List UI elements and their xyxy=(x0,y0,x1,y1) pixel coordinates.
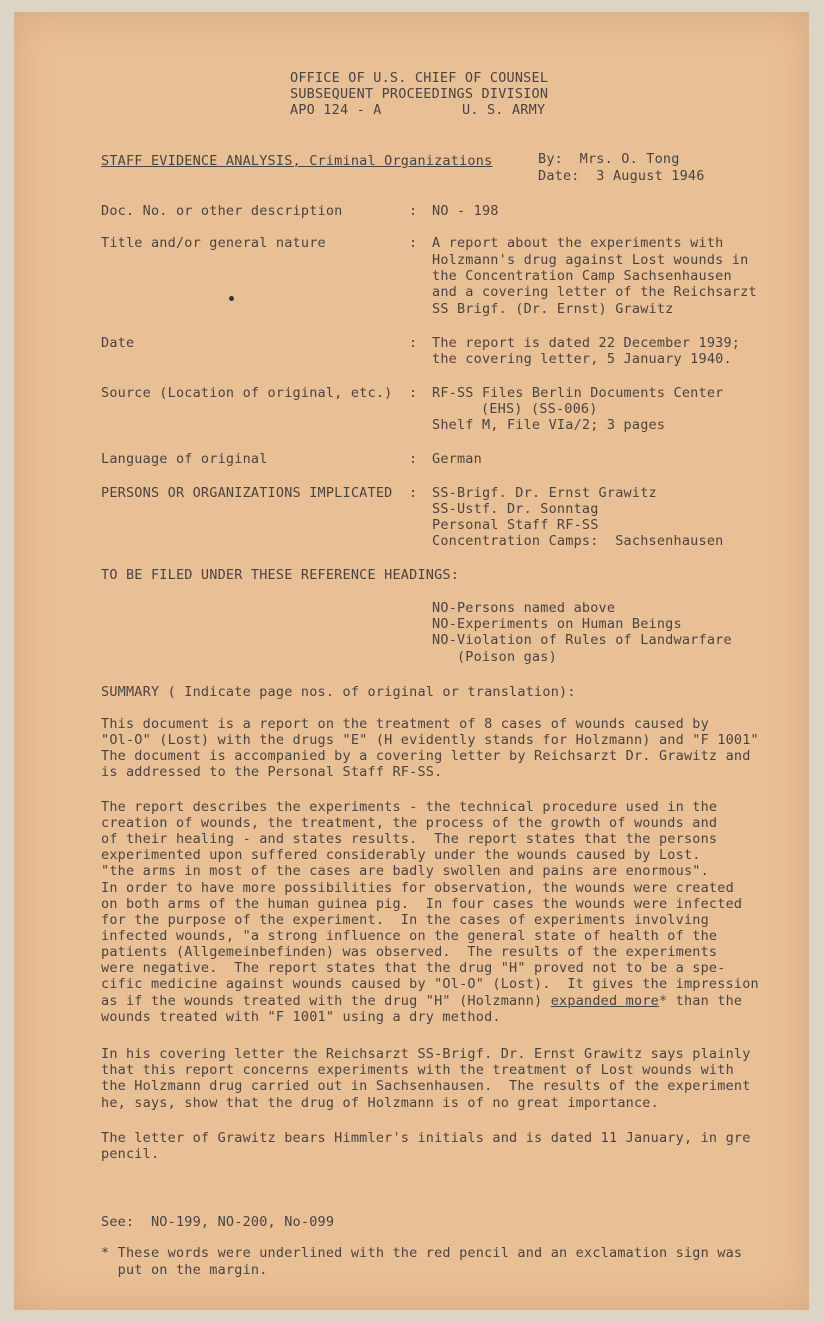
analysis-date: Date: 3 August 1946 xyxy=(538,168,705,184)
source-value-line: (EHS) (SS-006) xyxy=(481,401,598,417)
summary-heading: SUMMARY ( Indicate page nos. of original or translation): xyxy=(101,684,576,700)
summary-para2-line: cific medicine against wounds caused by "Ol-O" (Lost). It gives the impression xyxy=(101,976,759,992)
header-line-2: SUBSEQUENT PROCEEDINGS DIVISION xyxy=(290,86,549,102)
summary-para2-line: creation of wounds, the treatment, the process of the growth of wounds and xyxy=(101,815,718,831)
header-army: U. S. ARMY xyxy=(462,102,546,118)
title-value-line: A report about the experiments with xyxy=(432,235,724,251)
persons-value-line: Concentration Camps: Sachsenhausen xyxy=(432,533,724,549)
date-label: Date xyxy=(101,335,135,351)
doc-value: NO - 198 xyxy=(432,203,499,219)
title-value-line: SS Brigf. (Dr. Ernst) Grawitz xyxy=(432,301,674,317)
persons-value-line: Personal Staff RF-SS xyxy=(432,517,599,533)
header-apo: APO 124 - A xyxy=(290,102,382,118)
summary-para2-line: "the arms in most of the cases are badly swollen and pains are enormous". xyxy=(101,863,709,879)
footnote-line: * These words were underlined with the red pencil and an exclamation sign was xyxy=(101,1245,743,1261)
summary-para2-line: were negative. The report states that the drug "H" proved not to be a spe- xyxy=(101,960,726,976)
persons-value-line: SS-Ustf. Dr. Sonntag xyxy=(432,501,599,517)
persons-label: PERSONS OR ORGANIZATIONS IMPLICATED xyxy=(101,485,393,501)
title-value-line: and a covering letter of the Reichsarzt xyxy=(432,284,757,300)
header-line-1: OFFICE OF U.S. CHIEF OF COUNSEL xyxy=(290,70,549,86)
see-also: See: NO-199, NO-200, No-099 xyxy=(101,1214,335,1230)
source-value-line: RF-SS Files Berlin Documents Center xyxy=(432,385,724,401)
summary-para4-line: The letter of Grawitz bears Himmler's initials and is dated 11 January, in gre xyxy=(101,1130,751,1146)
date-value-line: The report is dated 22 December 1939; xyxy=(432,335,741,351)
summary-para3-line: In his covering letter the Reichsarzt SS-Brigf. Dr. Ernst Grawitz says plainly xyxy=(101,1046,751,1062)
summary-para2-line: The report describes the experiments - the technical procedure used in the xyxy=(101,799,718,815)
summary-para2-line: of their healing - and states results. The report states that the persons xyxy=(101,831,718,847)
title-label: Title and/or general nature xyxy=(101,235,326,251)
summary-para1-line: is addressed to the Personal Staff RF-SS. xyxy=(101,764,443,780)
summary-para2-line: experimented upon suffered considerably under the wounds caused by Lost. xyxy=(101,847,701,863)
summary-para2-line: patients (Allgemeinbefinden) was observed. The results of the experiments xyxy=(101,944,718,960)
summary-para2-line: wounds treated with "F 1001" using a dry method. xyxy=(101,1009,501,1025)
reference-item: NO-Experiments on Human Beings xyxy=(432,616,682,632)
title-colon: : xyxy=(409,235,418,251)
reference-item: NO-Persons named above xyxy=(432,600,616,616)
title-value-line: the Concentration Camp Sachsenhausen xyxy=(432,268,732,284)
date-value-line: the covering letter, 5 January 1940. xyxy=(432,351,732,367)
summary-para2-line-underlined xyxy=(101,993,742,1010)
footnote-line: put on the margin. xyxy=(101,1262,268,1278)
doc-colon: : xyxy=(409,203,418,219)
text-segment: * than the xyxy=(658,993,743,1009)
title-value-line: Holzmann's drug against Lost wounds in xyxy=(432,252,749,268)
date-colon: : xyxy=(409,335,418,351)
source-colon: : xyxy=(409,385,418,401)
doc-label: Doc. No. or other description xyxy=(101,203,343,219)
persons-colon: : xyxy=(409,485,418,501)
reference-item: (Poison gas) xyxy=(432,649,557,665)
summary-para1-line: The document is accompanied by a covering letter by Reichsarzt Dr. Grawitz and xyxy=(101,748,751,764)
summary-para2-line: In order to have more possibilities for observation, the wounds were created xyxy=(101,880,734,896)
summary-para1-line: This document is a report on the treatment of 8 cases of wounds caused by xyxy=(101,716,709,732)
language-value: German xyxy=(432,451,482,467)
language-colon: : xyxy=(409,451,418,467)
persons-value-line: SS-Brigf. Dr. Ernst Grawitz xyxy=(432,485,657,501)
analysis-by: By: Mrs. O. Tong xyxy=(538,151,680,167)
underlined-phrase: expanded more xyxy=(550,993,659,1009)
summary-para3-line: he, says, show that the drug of Holzmann is of no great importance. xyxy=(101,1095,659,1111)
summary-para3-line: the Holzmann drug carried out in Sachsenhausen. The results of the experiment xyxy=(101,1078,751,1094)
analysis-title: STAFF EVIDENCE ANALYSIS, Criminal Organizations xyxy=(101,153,493,169)
text-segment: as if the wounds treated with the drug "H" (Holzmann) xyxy=(101,993,551,1009)
summary-para1-line: "Ol-O" (Lost) with the drugs "E" (H evidently stands for Holzmann) and "F 1001" xyxy=(101,732,759,748)
reference-item: NO-Violation of Rules of Landwarfare xyxy=(432,632,732,648)
source-value-line: Shelf M, File VIa/2; 3 pages xyxy=(432,417,666,433)
summary-para3-line: that this report concerns experiments with the treatment of Lost wounds with xyxy=(101,1062,734,1078)
summary-para2-line: infected wounds, "a strong influence on the general state of health of the xyxy=(101,928,718,944)
source-label: Source (Location of original, etc.) xyxy=(101,385,393,401)
ink-dot xyxy=(229,296,234,301)
reference-heading: TO BE FILED UNDER THESE REFERENCE HEADINGS: xyxy=(101,567,460,583)
summary-para4-line: pencil. xyxy=(101,1146,160,1162)
summary-para2-line: for the purpose of the experiment. In the cases of experiments involving xyxy=(101,912,709,928)
language-label: Language of original xyxy=(101,451,268,467)
summary-para2-line: on both arms of the human guinea pig. In four cases the wounds were infected xyxy=(101,896,743,912)
